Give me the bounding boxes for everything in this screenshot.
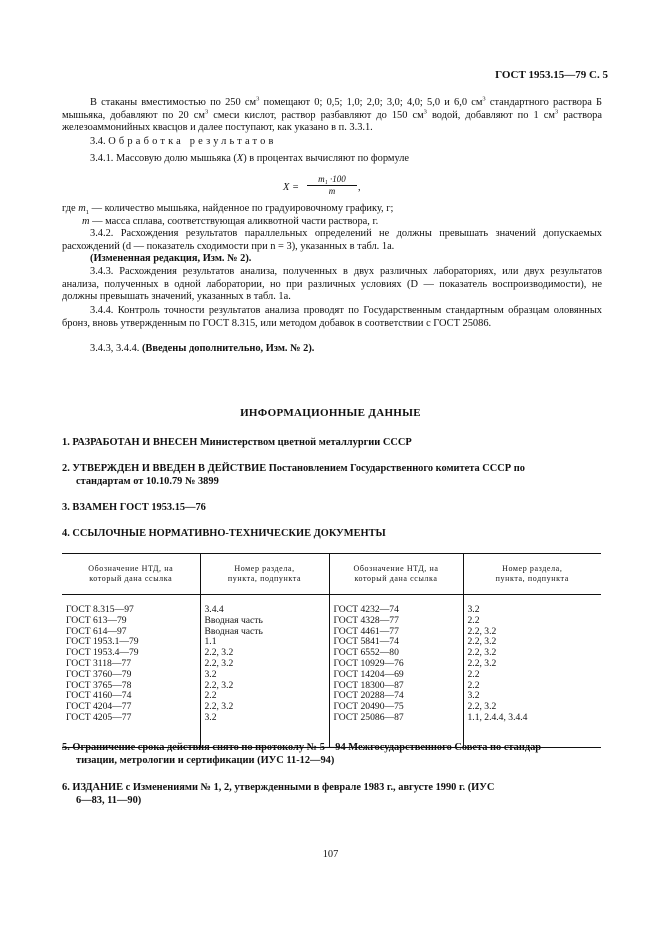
left-refs-list [205,605,329,724]
table-cell: 2.2, 3.2 [467,636,497,648]
formula-definitions: где $m_1$ — количество мышьяка, найденное по градуировочному графику, г; m — масса сплава, соответствующая аликвотной части раствора, г. [62,203,394,227]
col-header-ref: Номер раздела, пункта, подпункта [200,554,329,595]
table-cell: 2.2, 3.2 [467,701,497,713]
table-cell: Вводная часть [204,625,263,637]
table-cell: ГОСТ 1953.4—79 [66,647,139,659]
table-cell: ГОСТ 4328—77 [333,614,399,626]
table-cell: ГОСТ 20288—74 [333,690,404,702]
table-header-row [62,554,601,595]
table-cell: 2.2, 3.2 [467,647,497,659]
table-cell: 2.2, 3.2 [467,657,497,669]
info-item-2: 2. УТВЕРЖДЕН И ВВЕДЕН В ДЕЙСТВИЕ Постановлением Государственного комитета СССР по стандартам от 10.10.79 № 3899 [62,463,525,487]
table-cell: 3.2 [467,604,480,615]
col-header-doc: Обозначение НТД, на который дана ссылка [329,554,463,595]
references-table [62,553,601,748]
page-header: ГОСТ 1953.15—79 С. 5 [495,69,608,81]
table-cell: 2.2, 3.2 [467,625,497,637]
formula: X = $\frac{\text{m₁ ·100}}{m}$ , [283,174,361,196]
table-cell: 1.1, 2.4.4, 3.4.4 [467,711,528,723]
table-cell: ГОСТ 4204—77 [66,701,132,713]
table-cell: 3.2 [467,690,480,702]
table-cell: 1.1 [204,636,217,648]
section-3-4-4: 3.4.4. Контроль точности результатов анализа проводят по Государственным стандартным образцам оловянных бронз, вновь утвержденным по ГОСТ 8.315, или методом добавок в соответствии с ГОСТ 25086. [62,305,602,329]
paragraph-standard-solutions: В стаканы вместимостью по 250 $см^3$ помещают 0; 0,5; 1,0; 2,0; 3,0; 4,0; 5,0 и 6,0 $см^3$ стандартного раствора Б мышьяка, добавляют по 20 $см^3$ смеси кислот, раствор разбавляют до 150 $см^3$ водой, добавляют по 1 $см^3$ раствора железоаммонийных квасцов и далее поступают, как указано в п. 3.3.1. [62,95,602,134]
table-cell: ГОСТ 3765—78 [66,679,132,691]
table-cell: 2.2, 3.2 [204,657,234,669]
table-cell: ГОСТ 25086—87 [333,711,404,723]
table-cell: 2.2, 3.2 [204,647,234,659]
info-item-4: 4. ССЫЛОЧНЫЕ НОРМАТИВНО-ТЕХНИЧЕСКИЕ ДОКУМЕНТЫ [62,528,386,539]
section-3-4-3: 3.4.3. Расхождения результатов анализа, полученных в двух различных лабораториях, или двух результатов анализа, полученных в одной лаборатории, но при различных условиях (D — показатель воспроизводимости), не должны превышать значений, указанных в табл. 1а. [62,266,602,303]
table-cell: 3.2 [204,711,217,723]
table-cell: 2.2 [467,668,480,680]
table-cell: ГОСТ 613—79 [66,614,127,626]
amendment-note: 3.4.3, 3.4.4. (Введены дополнительно, Изм. № 2). [90,343,315,354]
formula-fraction: $\frac{\text{m₁ ·100}}{m}$ [307,174,357,197]
table-cell: ГОСТ 3760—79 [66,668,132,680]
section-3-4-heading: 3.4. Обработка результатов [90,136,277,147]
col-header-ref: Номер раздела, пункта, подпункта [463,554,601,595]
table-cell: 2.2 [204,690,217,702]
table-cell: ГОСТ 6552—80 [333,647,399,659]
table-cell: ГОСТ 14204—69 [333,668,404,680]
right-refs-list [468,605,602,724]
table-cell: ГОСТ 614—97 [66,625,127,637]
info-item-3: 3. ВЗАМЕН ГОСТ 1953.15—76 [62,502,206,513]
table-cell: ГОСТ 18300—87 [333,679,404,691]
table-cell: 2.2 [467,679,480,691]
table-cell: 2.2, 3.2 [204,679,234,691]
table-cell: ГОСТ 4232—74 [333,604,399,615]
info-item-1: 1. РАЗРАБОТАН И ВНЕСЕН Министерством цветной металлургии СССР [62,437,412,448]
table-cell: Вводная часть [204,614,263,626]
table-cell: ГОСТ 4160—74 [66,690,132,702]
table-cell: ГОСТ 10929—76 [333,657,404,669]
info-item-6: 6. ИЗДАНИЕ с Изменениями № 1, 2, утвержденными в феврале 1983 г., августе 1990 г. (ИУС 6—83, 11—90) [62,782,495,806]
table-cell: 2.2 [467,614,480,626]
section-3-4-2: 3.4.2. Расхождения результатов параллельных определений не должны превышать значений допускаемых расхождений (d — показатель сходимости при n = 3), указанных в табл. 1а. (Измененная редакция, Изм. № 2). [62,228,602,265]
col-header-doc: Обозначение НТД, на который дана ссылка [62,554,200,595]
table-cell: ГОСТ 8.315—97 [66,604,134,615]
table-cell: 3.4.4 [204,604,224,615]
table-cell: 3.2 [204,668,217,680]
table-cell: ГОСТ 20490—75 [333,701,404,713]
page-number: 107 [322,849,339,860]
right-docs-list [334,605,463,724]
section-3-4-1: 3.4.1. Массовую долю мышьяка (X) в процентах вычисляют по формуле [90,153,410,164]
table-row [62,595,601,748]
table-cell: ГОСТ 4205—77 [66,711,132,723]
table-cell: ГОСТ 1953.1—79 [66,636,139,648]
info-item-5: 5. Ограничение срока действия снято по протоколу № 5—94 Межгосударственного Совета по стандар- тизации, метрологии и сертификации (ИУС 11-12—94) [62,742,545,766]
info-data-title: ИНФОРМАЦИОННЫЕ ДАННЫЕ [240,407,421,419]
table-cell: ГОСТ 4461—77 [333,625,399,637]
table-cell: ГОСТ 5841—74 [333,636,399,648]
left-docs-list [66,605,200,724]
table-cell: ГОСТ 3118—77 [66,657,132,669]
table-cell: 2.2, 3.2 [204,701,234,713]
